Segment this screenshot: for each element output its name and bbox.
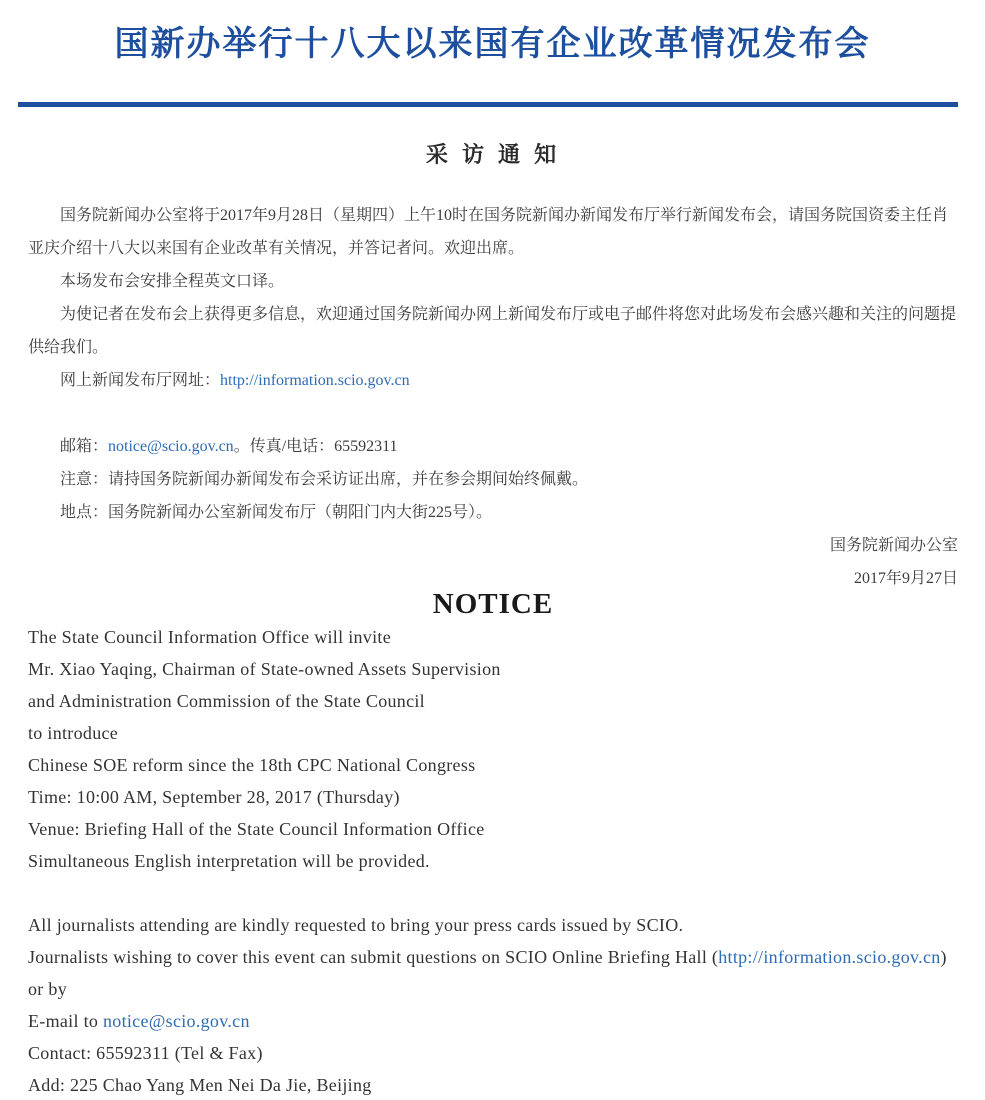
email-link-cn[interactable]: notice@scio.gov.cn [108,438,234,455]
en-line-journalists [28,941,958,1005]
en-line-contact: Contact: 65592311 (Tel & Fax) [28,1043,263,1063]
en-line-email [28,1005,958,1037]
cn-line-contact [28,430,958,463]
website-label: 网上新闻发布厅网址： [60,372,221,389]
cn-para-interpretation: 本场发布会安排全程英文口译。 [60,273,285,290]
cn-line-venue: 地点：国务院新闻办公室新闻发布厅（朝阳门内大街225号）。 [60,504,493,521]
cn-line-website [28,364,958,397]
en-line-topic: Chinese SOE reform since the 18th CPC National Congress [28,755,476,775]
english-notice-section [28,587,958,1100]
en-line-interpretation: Simultaneous English interpretation will be provided. [28,851,430,871]
cn-notice-heading: 采 访 通 知 [425,142,561,167]
cn-para-questions: 为使记者在发布会上获得更多信息，欢迎通过国务院新闻办网上新闻发布厅或电子邮件将您对此场发布会感兴趣和关注的问题提供给我们。 [28,306,957,356]
en-line-commission: and Administration Commission of the State Council [28,691,425,711]
chinese-notice-section [28,141,958,595]
journalists-suffix: ) or by [28,947,947,999]
contact-suffix: 。传真/电话：65592311 [233,438,398,455]
cn-date: 2017年9月27日 [853,570,958,587]
cn-para-announcement: 国务院新闻办公室将于2017年9月28日（星期四）上午10时在国务院新闻办新闻发布厅举行新闻发布会，请国务院国资委主任肖亚庆介绍十八大以来国有企业改革有关情况，并答记者问。欢迎出席。 [28,207,949,257]
en-notice-heading: NOTICE [432,588,554,620]
journalists-prefix: Journalists wishing to cover this event can submit questions on SCIO Online Briefing Hall ( [28,947,719,967]
cn-line-note: 注意：请持国务院新闻办新闻发布会采访证出席，并在参会期间始终佩戴。 [60,471,589,488]
en-line-speaker: Mr. Xiao Yaqing, Chairman of State-owned Assets Supervision [28,659,501,679]
en-line-venue: Venue: Briefing Hall of the State Council Information Office [28,819,485,839]
cn-signature: 国务院新闻办公室 [829,537,958,554]
email-label: 邮箱： [60,438,109,455]
title-divider [18,102,958,107]
en-line-invite: The State Council Information Office will invite [28,627,391,647]
page-title: 国新办举行十八大以来国有企业改革情况发布会 [114,25,871,63]
online-briefing-hall-link-cn[interactable]: http://information.scio.gov.cn [220,372,410,389]
email-prefix: E-mail to [28,1011,103,1031]
en-line-introduce: to introduce [28,723,119,743]
cn-blank-line [28,397,958,430]
en-blank-line [28,877,958,909]
en-line-time: Time: 10:00 AM, September 28, 2017 (Thursday) [28,787,400,807]
en-line-press-cards: All journalists attending are kindly requested to bring your press cards issued by SCIO. [28,915,684,935]
en-line-address: Add: 225 Chao Yang Men Nei Da Jie, Beijing [28,1075,372,1095]
online-briefing-hall-link-en[interactable]: http://information.scio.gov.cn [718,947,941,967]
email-link-en[interactable]: notice@scio.gov.cn [102,1011,250,1031]
